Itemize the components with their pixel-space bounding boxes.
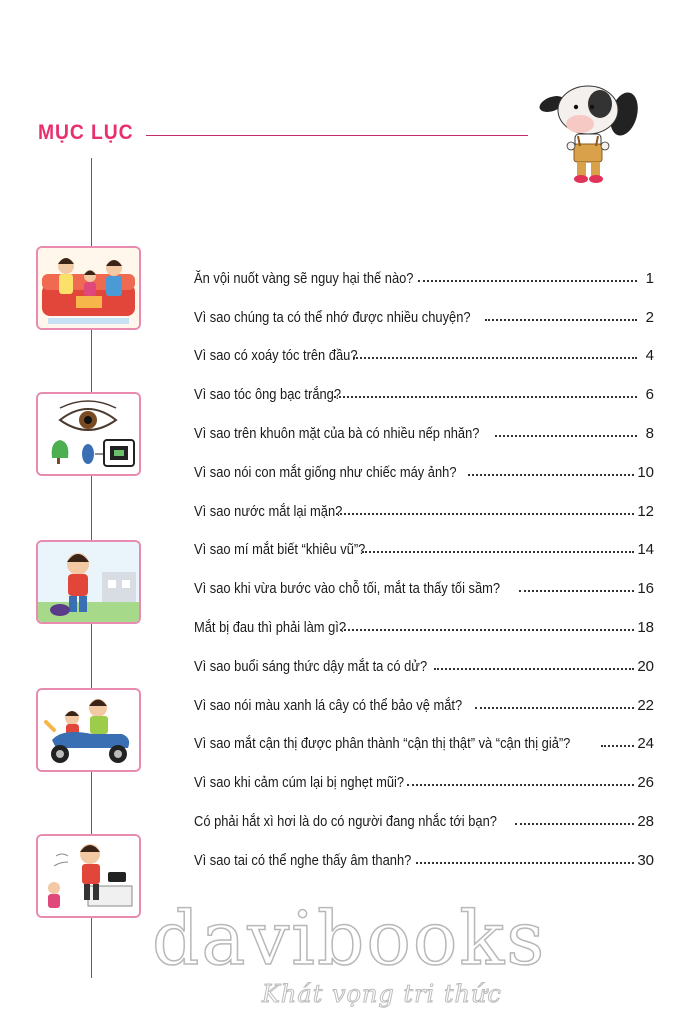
family-sofa-illustration (36, 246, 141, 330)
toc-page: 12 (637, 502, 654, 520)
toc-title: Vì sao mắt cận thị được phân thành “cận thị thật” và “cận thị giả”? (194, 735, 571, 753)
toc-leader (515, 823, 634, 825)
toc-title: Vì sao chúng ta có thể nhớ được nhiều chuyện? (194, 308, 471, 326)
toc-page: 22 (637, 696, 654, 714)
toc-leader (416, 862, 634, 864)
toc-page: 10 (637, 463, 654, 481)
toc-page: 2 (645, 308, 654, 326)
watermark-brand: davibooks (152, 896, 547, 982)
toc-entry[interactable] (194, 520, 654, 559)
toc-title: Vì sao nói con mắt giống như chiếc máy ảnh? (194, 463, 457, 481)
toc-title: Có phải hắt xì hơi là do có người đang nhắc tới bạn? (194, 812, 497, 830)
sneezing-boy-illustration (36, 834, 141, 918)
toc-page: 1 (645, 269, 654, 287)
toc-leader (475, 707, 634, 709)
scooter-illustration (36, 688, 141, 772)
toc-title: Ăn vội nuốt vàng sẽ nguy hại thế nào? (194, 269, 414, 287)
toc-page: 24 (637, 735, 654, 753)
toc-title: Vì sao khi cảm cúm lại bị nghẹt mũi? (194, 774, 405, 792)
watermark-tagline: Khát vọng tri thức (262, 980, 502, 1008)
toc-leader (601, 745, 634, 747)
toc-entry[interactable] (194, 403, 654, 442)
toc-entry[interactable] (194, 791, 654, 830)
mascot-illustration (538, 80, 642, 188)
toc-entry[interactable] (194, 830, 654, 869)
toc-entry[interactable] (194, 675, 654, 714)
toc-leader (495, 435, 637, 437)
toc-page: 28 (637, 812, 654, 830)
toc-leader (340, 629, 634, 631)
toc-entry[interactable] (194, 326, 654, 365)
toc-title: Vì sao trên khuôn mặt của bà có nhiều nếp nhăn? (194, 424, 480, 442)
toc-page: 8 (645, 424, 654, 442)
toc-title: Vì sao nói màu xanh lá cây có thể bảo vệ mắt? (194, 696, 463, 714)
toc-list (194, 248, 654, 869)
toc-leader (468, 474, 634, 476)
toc-leader (407, 784, 634, 786)
toc-title: Vì sao khi vừa bước vào chỗ tối, mắt ta thấy tối sầm? (194, 580, 501, 598)
toc-title: Vì sao nước mắt lại mặn? (194, 502, 343, 520)
toc-entry[interactable] (194, 636, 654, 675)
toc-leader (418, 280, 637, 282)
toc-title: Vì sao mí mắt biết “khiêu vũ”? (194, 541, 366, 559)
toc-leader (362, 551, 634, 553)
toc-entry[interactable] (194, 558, 654, 597)
toc-leader (334, 396, 637, 398)
toc-title: Vì sao tóc ông bạc trắng? (194, 386, 342, 404)
toc-page: 14 (637, 541, 654, 559)
toc-page: 6 (645, 386, 654, 404)
toc-entry[interactable] (194, 442, 654, 481)
toc-leader (336, 513, 635, 515)
toc-entry[interactable] (194, 364, 654, 403)
toc-entry[interactable] (194, 481, 654, 520)
heading-rule (146, 135, 528, 136)
toc-title: Mắt bị đau thì phải làm gì? (194, 618, 347, 636)
eye-camera-illustration (36, 392, 141, 476)
toc-page: 4 (645, 347, 654, 365)
toc-leader (353, 357, 637, 359)
toc-entry[interactable] (194, 597, 654, 636)
toc-leader (434, 668, 634, 670)
toc-title: Vì sao buổi sáng thức dậy mắt ta có dử? (194, 657, 428, 675)
boy-outdoors-illustration (36, 540, 141, 624)
toc-leader (485, 319, 637, 321)
toc-title: Vì sao có xoáy tóc trên đầu? (194, 347, 358, 365)
toc-page: 20 (637, 657, 654, 675)
toc-page: 30 (637, 851, 654, 869)
toc-page: 16 (637, 580, 654, 598)
toc-entry[interactable] (194, 248, 654, 287)
toc-page: 26 (637, 774, 654, 792)
toc-entry[interactable] (194, 287, 654, 326)
toc-entry[interactable] (194, 714, 654, 753)
page-title: MỤC LỤC (38, 121, 134, 144)
toc-page: 18 (637, 618, 654, 636)
toc-title: Vì sao tai có thể nghe thấy âm thanh? (194, 851, 412, 869)
toc-entry[interactable] (194, 752, 654, 791)
toc-leader (519, 590, 634, 592)
